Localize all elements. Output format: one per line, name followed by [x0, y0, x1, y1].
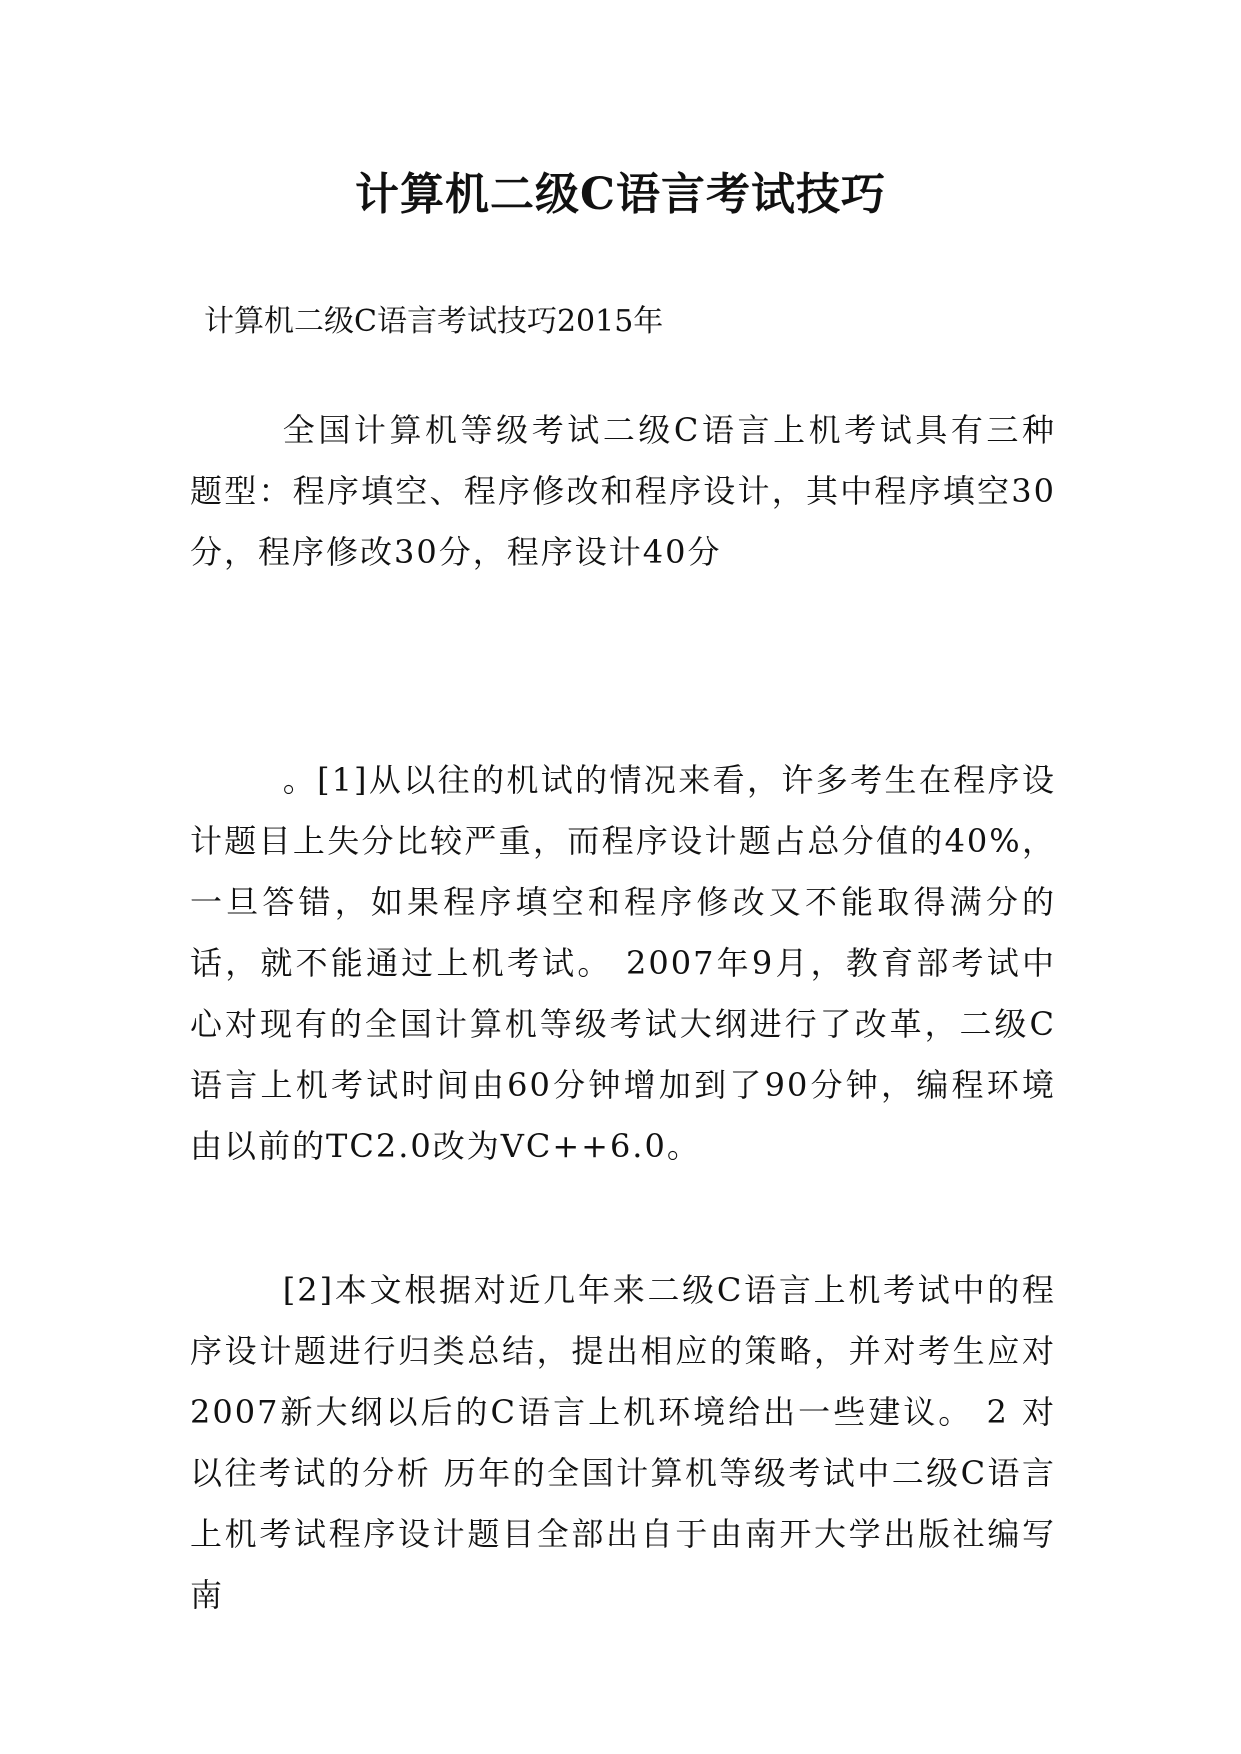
paragraph-2: 。[1]从以往的机试的情况来看，许多考生在程序设计题目上失分比较严重，而程序设计题占总分值的40%，一旦答错，如果程序填空和程序修改又不能取得满分的话，就不能通过上机考试。 2007年9月，教育部考试中心对现有的全国计算机等级考试大纲进行了改革，二级C语言上机考试时间由60分钟增加到了90分钟，编程环境由以前的TC2.0改为VC++6.0。 [190, 761, 1056, 1165]
document-title: 计算机二级C语言考试技巧 [354, 169, 887, 220]
document-subtitle: 计算机二级C语言考试技巧2015年 [204, 304, 664, 339]
paragraph-1: 全国计算机等级考试二级C语言上机考试具有三种题型：程序填空、程序修改和程序设计，其中程序填空30分，程序修改30分，程序设计40分 [190, 411, 1056, 571]
paragraph-3: [2]本文根据对近几年来二级C语言上机考试中的程序设计题进行归类总结，提出相应的策略，并对考生应对2007新大纲以后的C语言上机环境给出一些建议。 2 对以往考试的分析 历年的全国计算机等级考试中二级C语言上机考试程序设计题目全部出自于由南开大学出版社编写南 [190, 1271, 1056, 1614]
